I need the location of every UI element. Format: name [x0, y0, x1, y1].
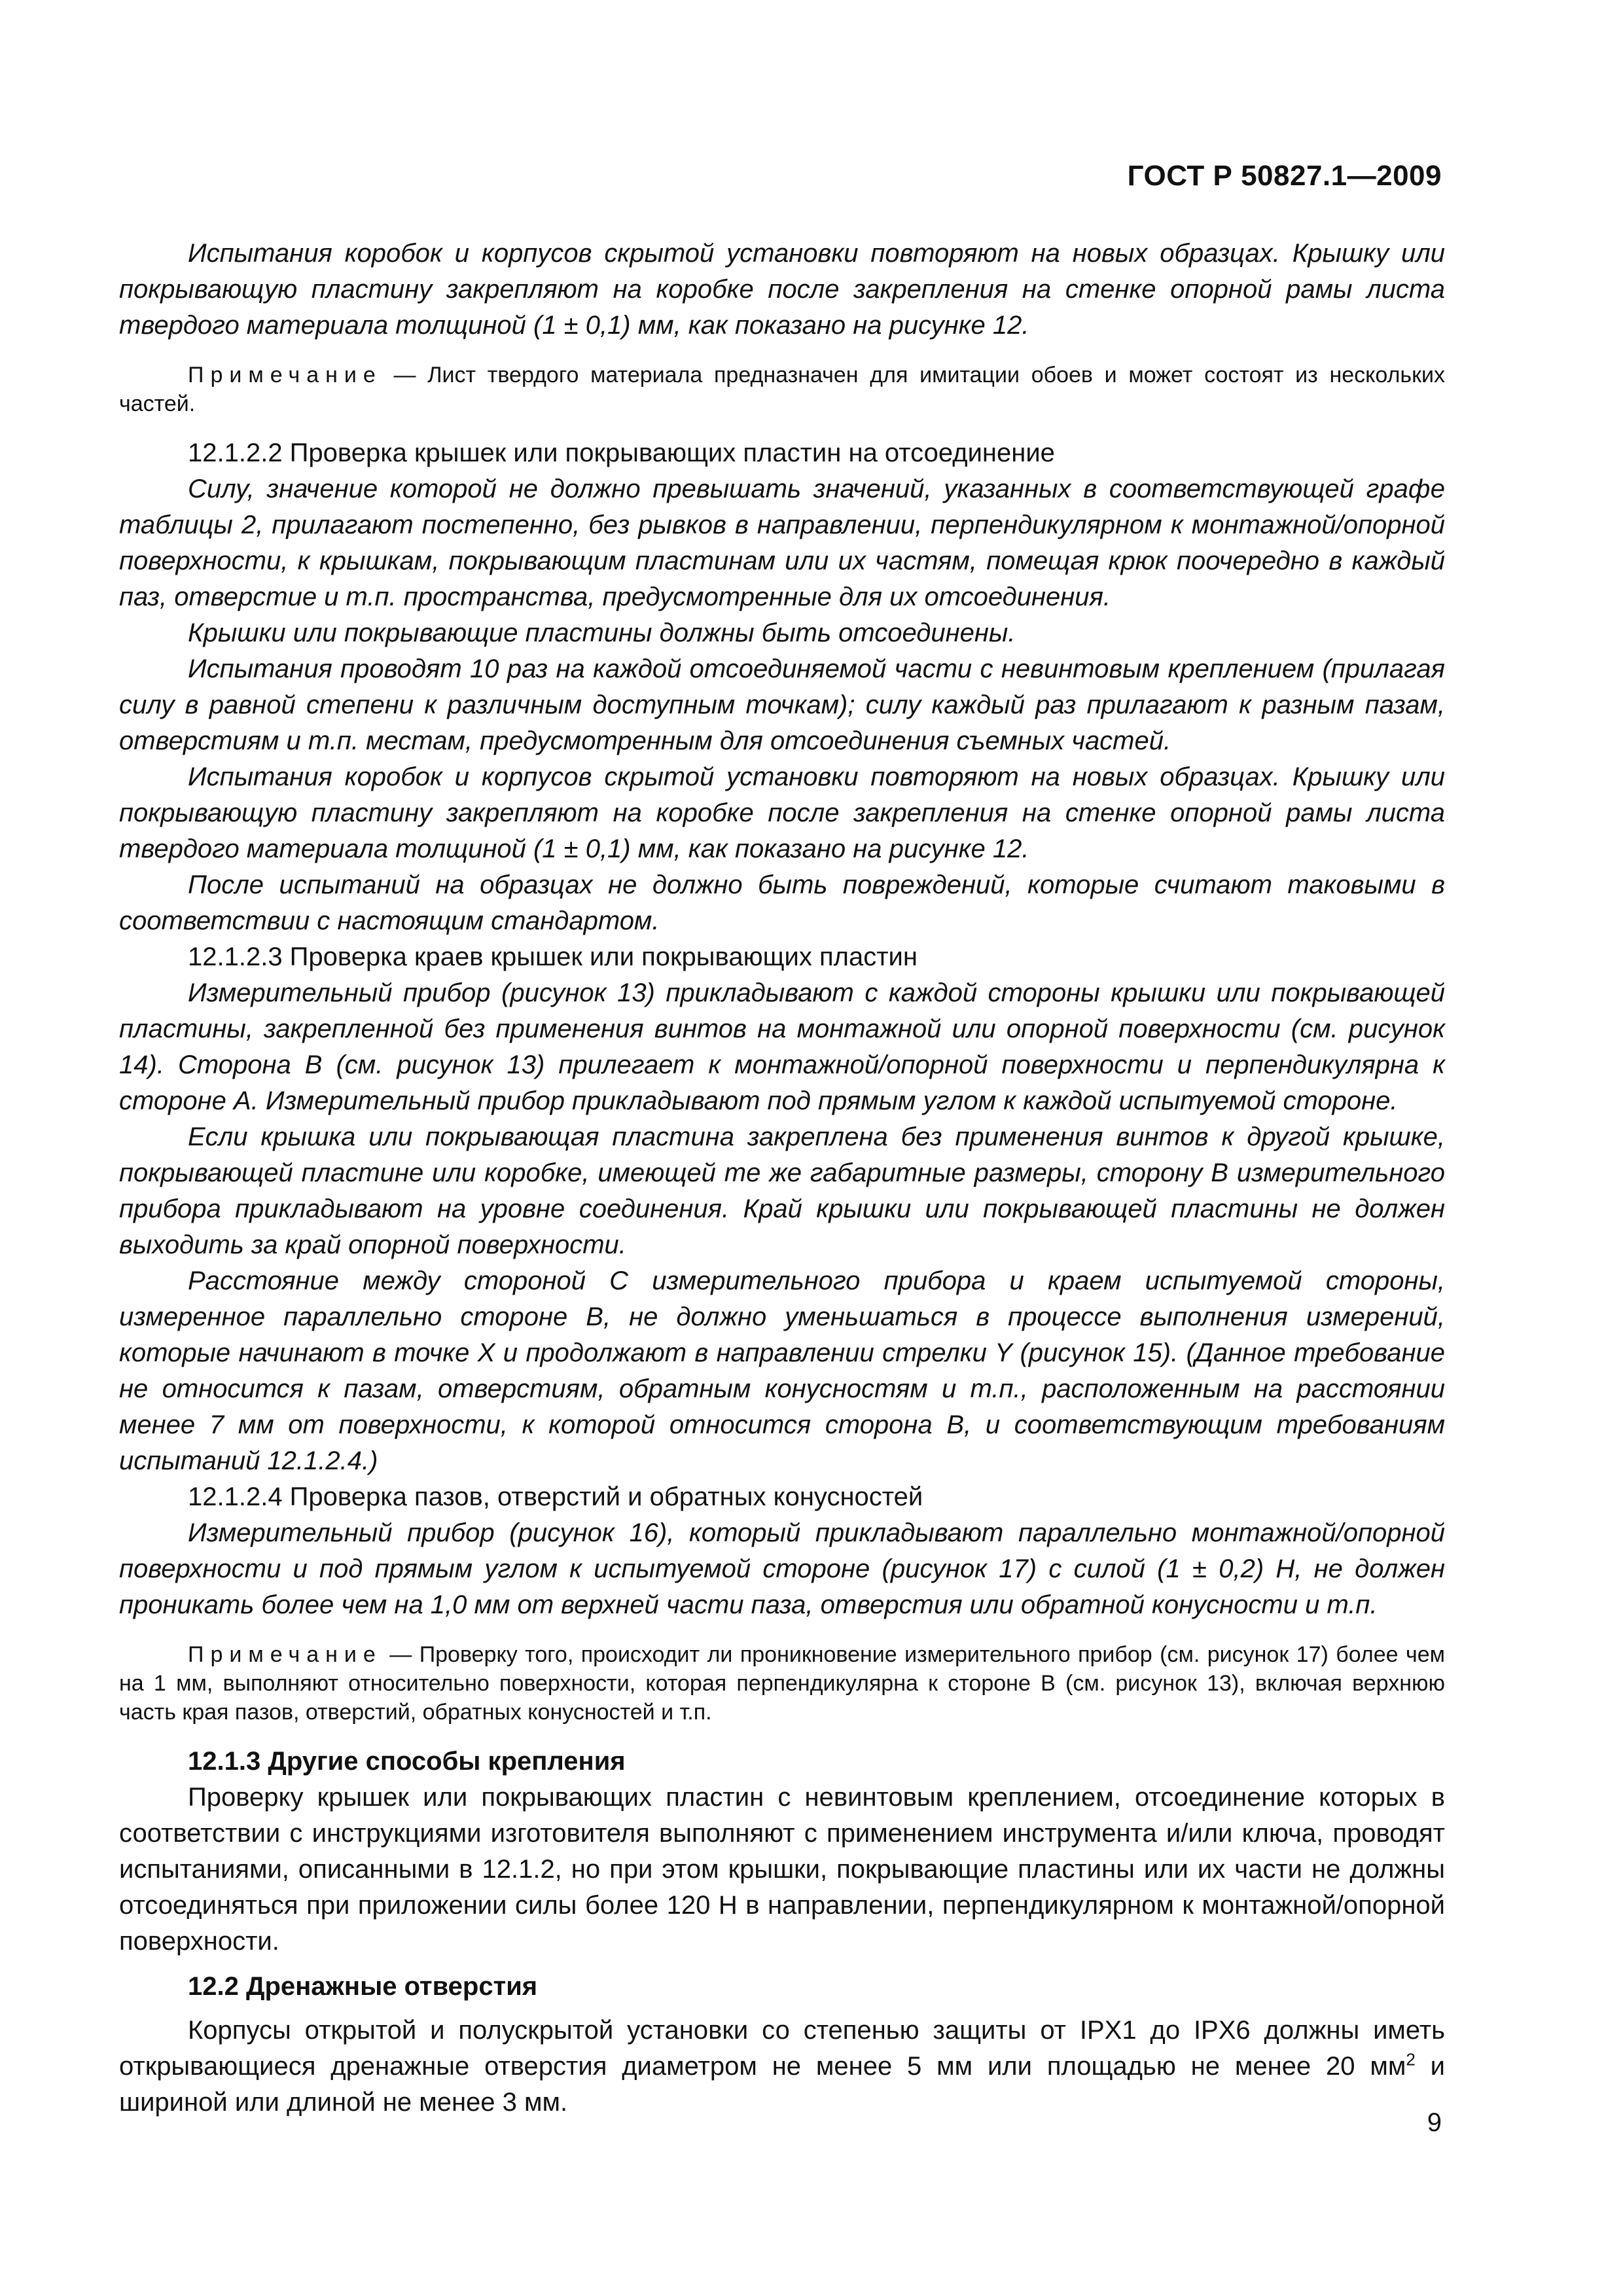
- note: [119, 361, 1445, 418]
- paragraph: Испытания коробок и корпусов скрытой установки повторяют на новых образцах. Крышку или покрывающую пластину закрепляют на коробке после закрепления на стенке опорной рамы листа твердого материала толщиной (1 ± 0,1) мм, как показано на рисунке 12.: [119, 239, 1445, 340]
- note-label: Примечание: [188, 1642, 382, 1667]
- note: [119, 1640, 1445, 1727]
- standard-code: ГОСТ Р 50827.1—2009: [1127, 160, 1442, 192]
- paragraph-text: Корпусы открытой и полускрытой установки со степенью защиты от IPX1 до IPX6 должны иметь открывающиеся дренажные отверстия диаметром не менее 5 мм или площадью не менее 20 мм: [119, 2016, 1445, 2081]
- section-heading: 12.2 Дренажные отверстия: [188, 1972, 538, 2001]
- section-heading: 12.1.3 Другие способы крепления: [188, 1747, 626, 1776]
- paragraph: [119, 2013, 1445, 2121]
- paragraph: Проверку крышек или покрывающих пластин с невинтовым креплением, отсоединение которых в соответствии с инструкциями изготовителя выполняют с применением инструмента и/или ключа, проводят испытаниями, описанными в 12.1.2, но при этом крышки, покрывающие пластины или их части не должны отсоединяться при приложении силы более 120 Н в направлении, перпендикулярном к монтажной/опорной поверхности.: [119, 1783, 1445, 1956]
- subsection-heading: 12.1.2.2 Проверка крышек или покрывающих пластин на отсоединение: [188, 439, 1055, 467]
- note-label: Примечание: [188, 363, 382, 387]
- paragraph: Если крышка или покрывающая пластина закреплена без применения винтов к другой крышке, покрывающей пластине или коробке, имеющей те же габаритные размеры, сторону В измерительного прибора прикладывают на уровне соединения. Край крышки или покрывающей пластины не должен выходить за край опорной поверхности.: [119, 1122, 1445, 1259]
- paragraph: Силу, значение которой не должно превышать значений, указанных в соответствующей графе таблицы 2, прилагают постепенно, без рывков в направлении, перпендикулярном к монтажной/опорной поверхности, к крышкам, покрывающим пластинам или их частям, помещая крюк поочередно в каждый паз, отверстие и т.п. пространства, предусмотренные для их отсоединения.: [119, 475, 1445, 611]
- superscript: 2: [1406, 2049, 1416, 2070]
- note-text: — Проверку того, происходит ли проникновение измерительного прибор (см. рисунок 17) более чем на 1 мм, выполняют относительно поверхности, которая перпендикулярна к стороне В (см. рисунок 13), включая верхнюю часть края пазов, отверстий, обратных конусностей и т.п.: [119, 1642, 1445, 1725]
- paragraph: После испытаний на образцах не должно быть повреждений, которые считают таковыми в соответствии с настоящим стандартом.: [119, 870, 1445, 935]
- main-text: [119, 236, 1445, 2121]
- subsection-heading: 12.1.2.4 Проверка пазов, отверстий и обратных конусностей: [188, 1482, 923, 1511]
- paragraph: Крышки или покрывающие пластины должны быть отсоединены.: [188, 619, 1016, 647]
- paragraph: Испытания проводят 10 раз на каждой отсоединяемой части с невинтовым креплением (прилагая силу в равной степени к различным доступным точкам); силу каждый раз прилагают к разным пазам, отверстиям и т.п. местам, предусмотренным для отсоединения съемных частей.: [119, 655, 1445, 755]
- paragraph: Измерительный прибор (рисунок 16), который прикладывают параллельно монтажной/опорной поверхности и под прямым углом к испытуемой стороне (рисунок 17) с силой (1 ± 0,2) Н, не должен проникать более чем на 1,0 мм от верхней части паза, отверстия или обратной конусности и т.п.: [119, 1518, 1445, 1619]
- paragraph: Измерительный прибор (рисунок 13) прикладывают с каждой стороны крышки или покрывающей пластины, закрепленной без применения винтов на монтажной или опорной поверхности (см. рисунок 14). Сторона В (см. рисунок 13) прилегает к монтажной/опорной поверхности и перпендикулярна к стороне А. Измерительный прибор прикладывают под прямым углом к каждой испытуемой стороне.: [119, 978, 1445, 1115]
- paragraph: Испытания коробок и корпусов скрытой установки повторяют на новых образцах. Крышку или покрывающую пластину закрепляют на коробке после закрепления на стенке опорной рамы листа твердого материала толщиной (1 ± 0,1) мм, как показано на рисунке 12.: [119, 762, 1445, 863]
- note-text: — Лист твердого материала предназначен для имитации обоев и может состоят из нескольких частей.: [119, 363, 1445, 416]
- subsection-heading: 12.1.2.3 Проверка краев крышек или покрывающих пластин: [188, 942, 918, 971]
- paragraph-text: и шириной или длиной не менее 3 мм.: [119, 2052, 1445, 2117]
- page-number: 9: [1427, 2108, 1442, 2137]
- paragraph: Расстояние между стороной С измерительного прибора и краем испытуемой стороны, измеренное параллельно стороне В, не должно уменьшаться в процессе выполнения измерений, которые начинают в точке X и продолжают в направлении стрелки Y (рисунок 15). (Данное требование не относится к пазам, отверстиям, обратным конусностям и т.п., расположенным на расстоянии менее 7 мм от поверхности, к которой относится сторона В, и соответствующим требованиям испытаний 12.1.2.4.): [119, 1266, 1445, 1475]
